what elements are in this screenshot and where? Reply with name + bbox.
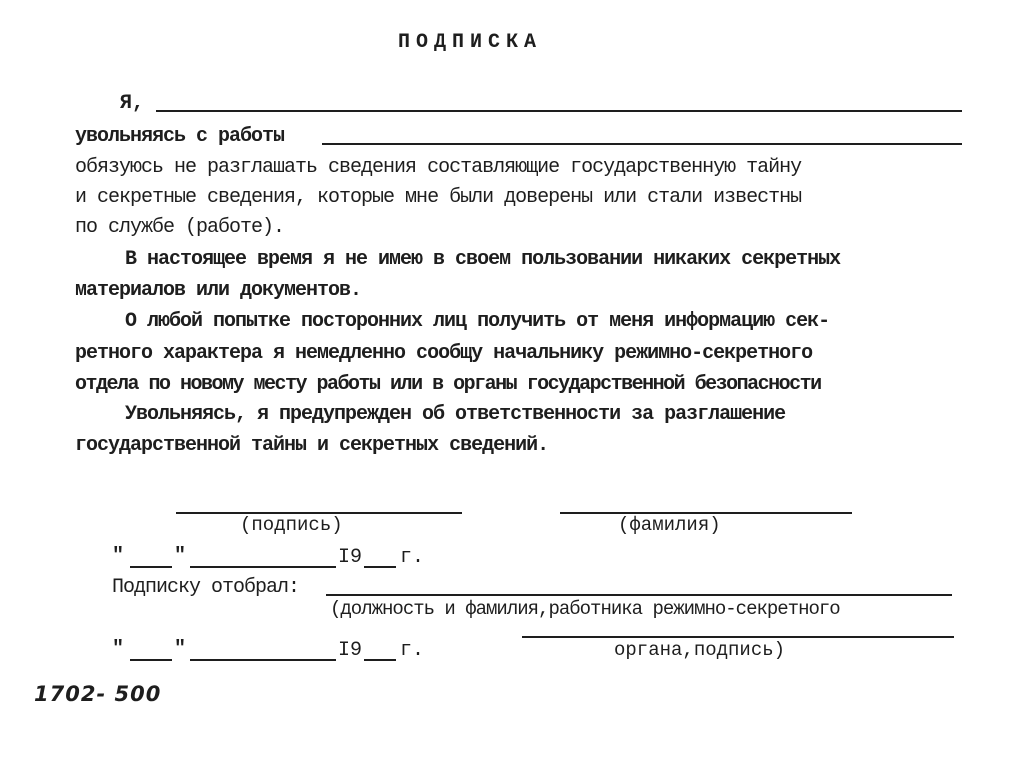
paragraph3-line3: отдела по новому месту работы или в органы государственной безопасности	[75, 373, 821, 396]
received-by-label: Подписку отобрал:	[112, 576, 300, 599]
paragraph1-line2: и секретные сведения, которые мне были доверены или стали известны	[75, 186, 802, 209]
name-field-label: Я,	[120, 92, 145, 115]
officer-caption-line1: (должность и фамилия,работника режимно-секретного	[330, 598, 840, 620]
date1-year-line	[364, 566, 396, 568]
received-by-line	[326, 594, 952, 596]
date2-year-prefix: I9	[338, 639, 363, 662]
page-title: ПОДПИСКА	[398, 31, 543, 54]
previous-job-field-line	[322, 143, 962, 145]
date2-year-line	[364, 659, 396, 661]
officer-caption-line2: органа,подпись)	[614, 639, 786, 661]
officer-signature-line	[522, 636, 954, 638]
previous-job-field-label: увольняясь с работы	[75, 125, 285, 148]
date1-year-prefix: I9	[338, 546, 363, 569]
form-number-handwritten: 1702- 500	[34, 682, 162, 706]
signature-caption: (подпись)	[240, 514, 343, 536]
date1-close-quote: "	[174, 545, 187, 568]
paragraph1-line1: обязуюсь не разглашать сведения составляющие государственную тайну	[75, 156, 802, 179]
paragraph2-line1: В настоящее время я не имею в своем пользовании никаких секретных	[125, 248, 841, 271]
date2-close-quote: "	[174, 638, 187, 661]
date2-day-line	[130, 659, 172, 661]
date1-month-line	[190, 566, 336, 568]
surname-caption: (фамилия)	[618, 514, 721, 536]
date1-year-suffix: г.	[400, 546, 425, 569]
paragraph2-line2: материалов или документов.	[75, 279, 362, 302]
paragraph3-line2: ретного характера я немедленно сообщу начальнику режимно-секретного	[75, 342, 813, 365]
paragraph4-line2: государственной тайны и секретных сведений.	[75, 434, 549, 457]
date2-open-quote: "	[112, 638, 125, 661]
date2-year-suffix: г.	[400, 639, 425, 662]
name-field-line	[156, 110, 962, 112]
date1-open-quote: "	[112, 545, 125, 568]
date2-month-line	[190, 659, 336, 661]
date1-day-line	[130, 566, 172, 568]
paragraph3-line1: О любой попытке посторонних лиц получить от меня информацию сек-	[125, 310, 830, 333]
paragraph1-line3: по службе (работе).	[75, 216, 285, 239]
paragraph4-line1: Увольняясь, я предупрежден об ответственности за разглашение	[125, 403, 786, 426]
